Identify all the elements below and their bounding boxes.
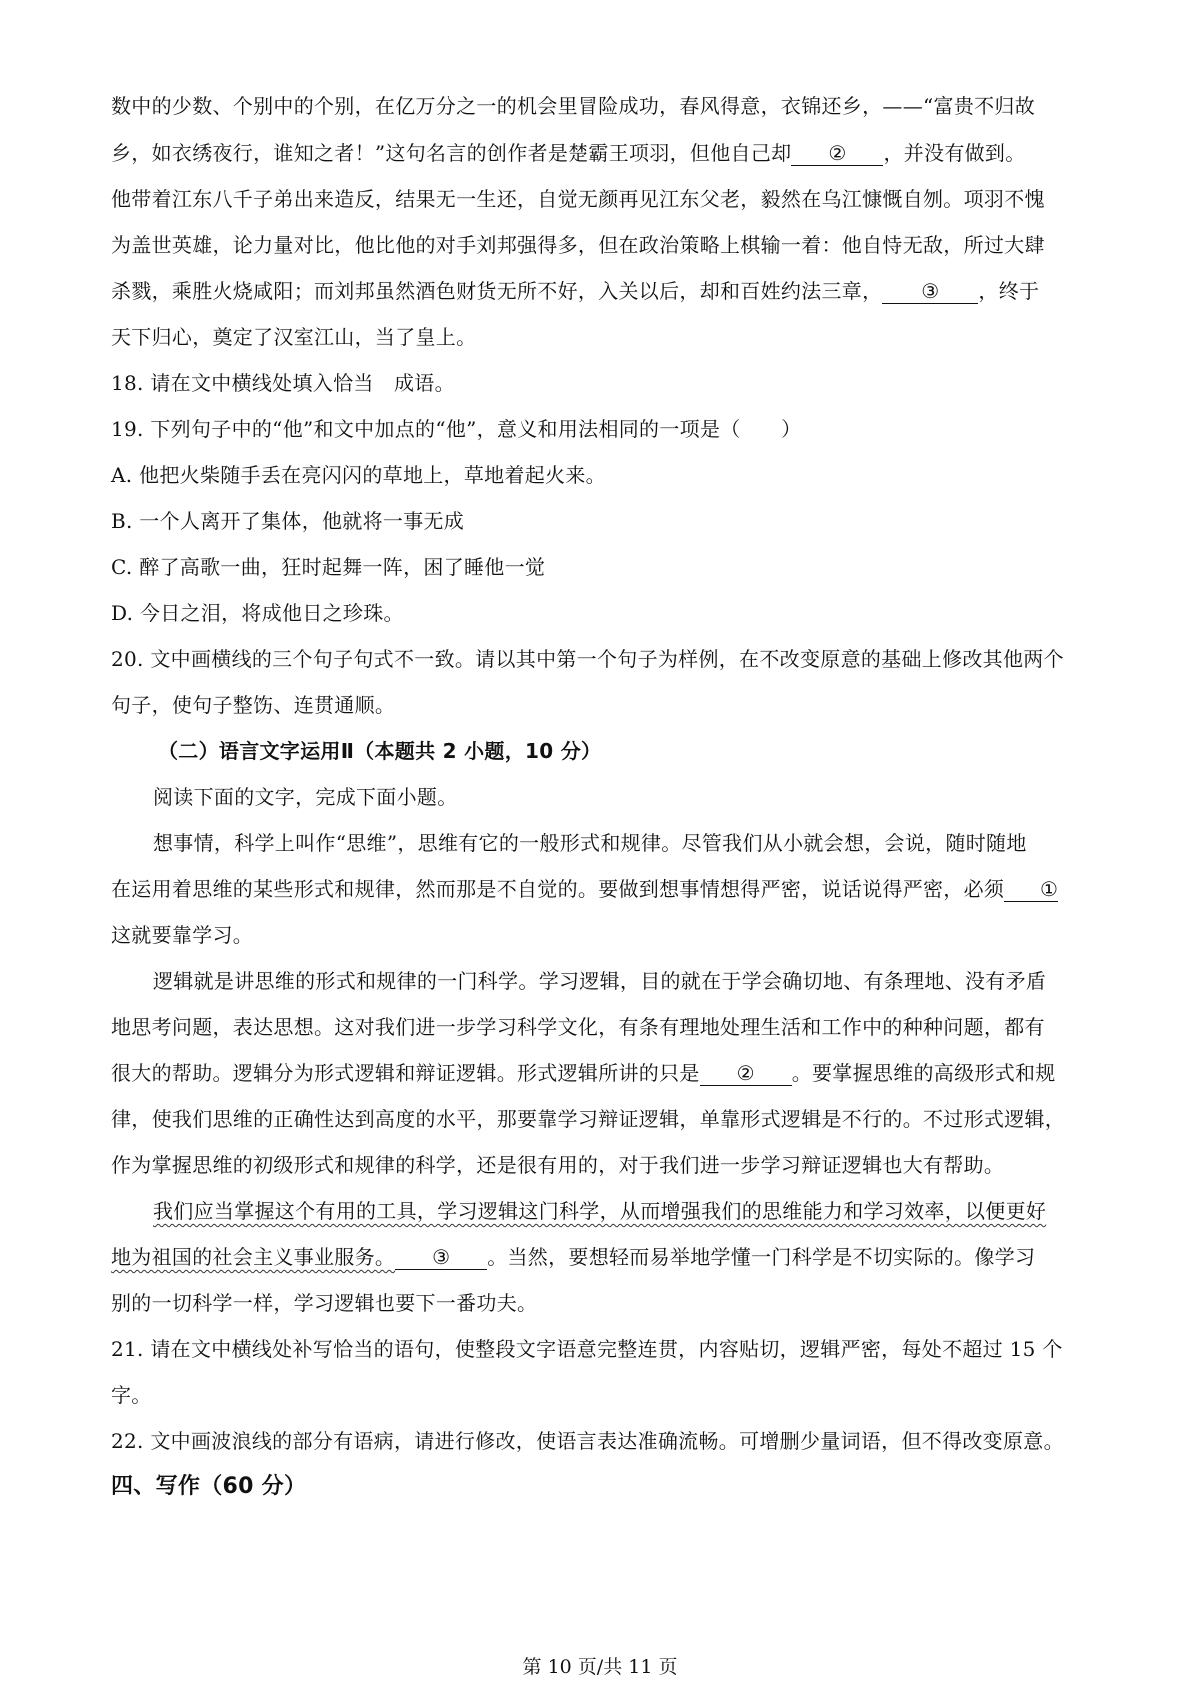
passage-a-line: 为盖世英雄，论力量对比，他比他的对手刘邦强得多，但在政治策略上棋输一着：他自恃无敌，所过大肆 [111, 233, 1045, 257]
option-b: B. 一个人离开了集体，他就将一事无成 [111, 509, 465, 533]
page-number: 第 10 页/共 11 页 [522, 1656, 678, 1678]
passage-a-line: 他带着江东八千子弟出来造反，结果无一生还，自觉无颜再见江东父老，毅然在乌江慷慨自刎。项羽不愧 [111, 187, 1045, 211]
passage-b-line: 别的一切科学一样，学习逻辑也要下一番功夫。 [111, 1291, 538, 1315]
passage-b-line: 想事情，科学上叫作“思维”，思维有它的一般形式和规律。尽管我们从小就会想，会说，随时随地 [153, 831, 1027, 855]
fill-blank-2: ② [791, 141, 883, 166]
question-22: 22. 文中画波浪线的部分有语病，请进行修改，使语言表达准确流畅。可增删少量词语，但不得改变原意。 [111, 1429, 1064, 1453]
option-a: A. 他把火柴随手丢在亮闪闪的草地上，草地着起火来。 [111, 463, 606, 487]
passage-b-line: 律，使我们思维的正确性达到高度的水平，那要靠学习辩证逻辑，单靠形式逻辑是不行的。不过形式逻辑， [111, 1107, 1066, 1131]
fill-blank-1: ① [1004, 877, 1058, 902]
question-21: 21. 请在文中横线处补写恰当的语句，使整段文字语意完整连贯，内容贴切，逻辑严密，每处不超过 15 个 [111, 1337, 1063, 1361]
passage-b-line: 很大的帮助。逻辑分为形式逻辑和辩证逻辑。形式逻辑所讲的只是 ② 。要掌握思维的高级形式和规 [111, 1061, 1056, 1085]
passage-b-line: 地思考问题，表达思想。这对我们进一步学习科学文化，有条有理地处理生活和工作中的种种问题，都有 [111, 1015, 1045, 1039]
passage-b-line: 在运用着思维的某些形式和规律，然而那是不自觉的。要做到想事情想得严密，说话说得严密，必须 ① [111, 877, 1059, 901]
question-21-cont: 字。 [111, 1383, 152, 1407]
passage-b-line: 作为掌握思维的初级形式和规律的科学，还是很有用的，对于我们进一步学习辩证逻辑也大有帮助。 [111, 1153, 1005, 1177]
option-d: D. 今日之泪，将成他日之珍珠。 [111, 601, 404, 625]
fill-blank-2: ② [700, 1061, 792, 1086]
question-20: 20. 文中画横线的三个句子句式不一致。请以其中第一个句子为样例，在不改变原意的基础上修改其他两个 [111, 647, 1064, 671]
passage-a-line: 杀戮，乘胜火烧咸阳；而刘邦虽然酒色财货无所不好，入关以后，却和百姓约法三章， ③ ，终于 [111, 279, 1040, 303]
fill-blank-3: ③ [882, 279, 978, 304]
reading-instruction: 阅读下面的文字，完成下面小题。 [153, 785, 458, 809]
question-20-cont: 句子，使句子整饬、连贯通顺。 [111, 693, 396, 717]
option-c: C. 醉了高歌一曲，狂时起舞一阵，困了睡他一觉 [111, 555, 546, 579]
question-18: 18. 请在文中横线处填入恰当 成语。 [111, 371, 455, 395]
passage-a-line: 天下归心，奠定了汉室江山，当了皇上。 [111, 325, 477, 349]
passage-a-line: 数中的少数、个别中的个别，在亿万分之一的机会里冒险成功，春风得意，衣锦还乡，——“富贵不归故 [111, 94, 1036, 118]
fill-blank-3: ③ [395, 1245, 487, 1270]
passage-b-wavy-line: 我们应当掌握这个有用的工具，学习逻辑这门科学，从而增强我们的思维能力和学习效率，以便更好 [153, 1199, 1047, 1223]
section-heading-writing: 四、写作（60 分） [111, 1474, 307, 1499]
passage-b-line: 逻辑就是讲思维的形式和规律的一门科学。学习逻辑，目的就在于学会确切地、有条理地、没有矛盾 [153, 969, 1047, 993]
passage-b-line: 这就要靠学习。 [111, 923, 254, 947]
passage-a-line: 乡，如衣绣夜行，谁知之者！”这句名言的创作者是楚霸王项羽，但他自己却 ② ，并没有做到。 [111, 141, 1026, 165]
question-19: 19. 下列句子中的“他”和文中加点的“他”，意义和用法相同的一项是（ ） [111, 417, 802, 441]
section-heading: （二）语言文字运用Ⅱ（本题共 2 小题，10 分） [158, 739, 602, 763]
passage-b-line: 地为祖国的社会主义事业服务。 ③ 。当然，要想轻而易举地学懂一门科学是不切实际的。像学习 [111, 1245, 1036, 1269]
